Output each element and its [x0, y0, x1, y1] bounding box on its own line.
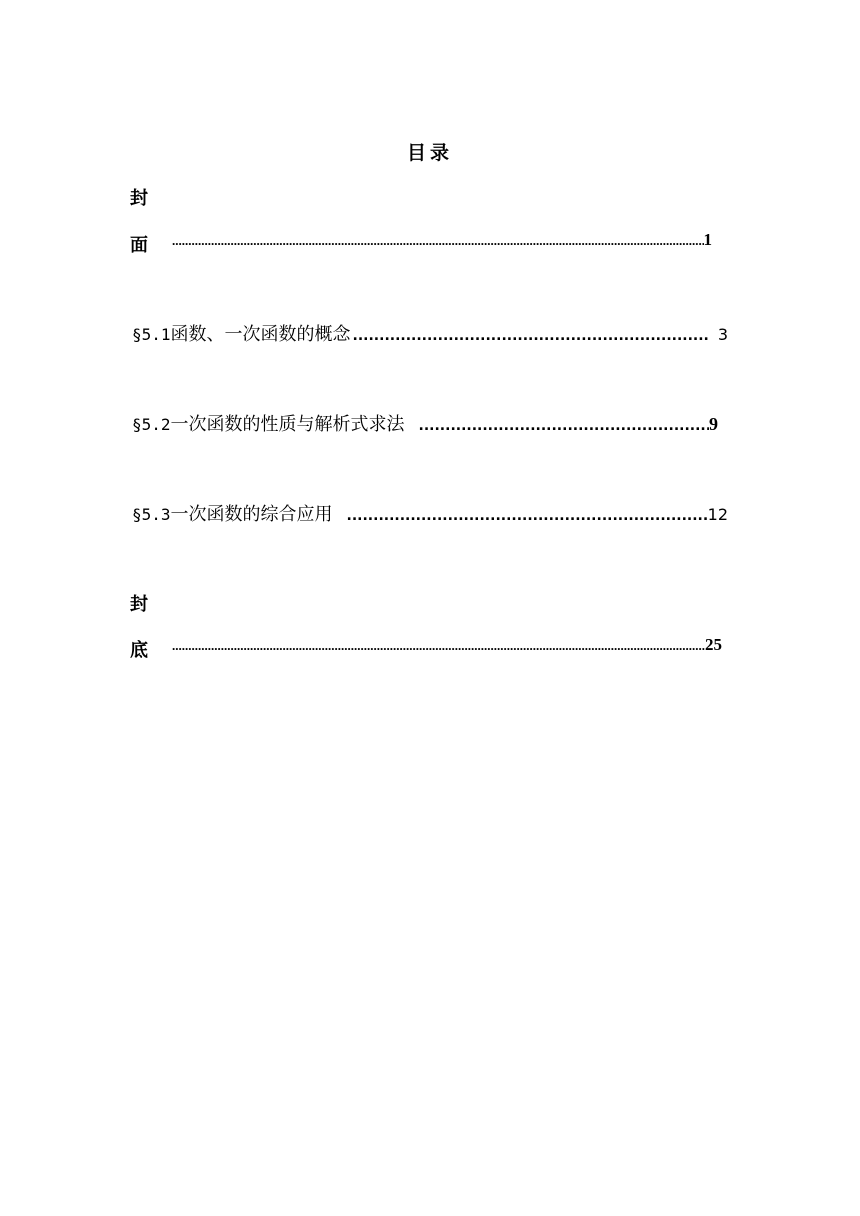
- toc-page-number: 25: [705, 635, 722, 654]
- back-cover-label-line1: 封: [130, 594, 148, 615]
- section-title: 一次函数的性质与解析式求法: [170, 414, 405, 435]
- back-cover-label-line2: 底: [130, 640, 148, 661]
- dot-leader: [351, 328, 710, 344]
- toc-entry-section-5-2[interactable]: [132, 410, 718, 436]
- toc-entry-section-5-3[interactable]: [132, 500, 728, 526]
- toc-page-number: 1: [703, 230, 712, 249]
- dot-leader: [417, 418, 709, 434]
- section-title: 函数、一次函数的概念: [170, 324, 351, 345]
- toc-entry-section-5-1[interactable]: [132, 320, 728, 346]
- toc-page-number: 12: [707, 505, 728, 524]
- toc-page-number: 9: [709, 414, 718, 434]
- section-number: §5.3: [132, 505, 171, 524]
- section-number: §5.2: [132, 415, 171, 434]
- section-number: §5.1: [132, 325, 171, 344]
- front-cover-label-line2: 面: [130, 235, 148, 256]
- dot-leader: [172, 233, 704, 249]
- toc-page-number: 3: [717, 325, 728, 344]
- dot-leader: [345, 508, 708, 524]
- section-title: 一次函数的综合应用: [170, 504, 333, 525]
- toc-entry-front-cover[interactable]: [172, 230, 712, 250]
- toc-entry-back-cover[interactable]: [172, 635, 722, 655]
- front-cover-label-line1: 封: [130, 188, 148, 209]
- dot-leader: [172, 638, 705, 654]
- toc-title: 目录: [406, 142, 453, 164]
